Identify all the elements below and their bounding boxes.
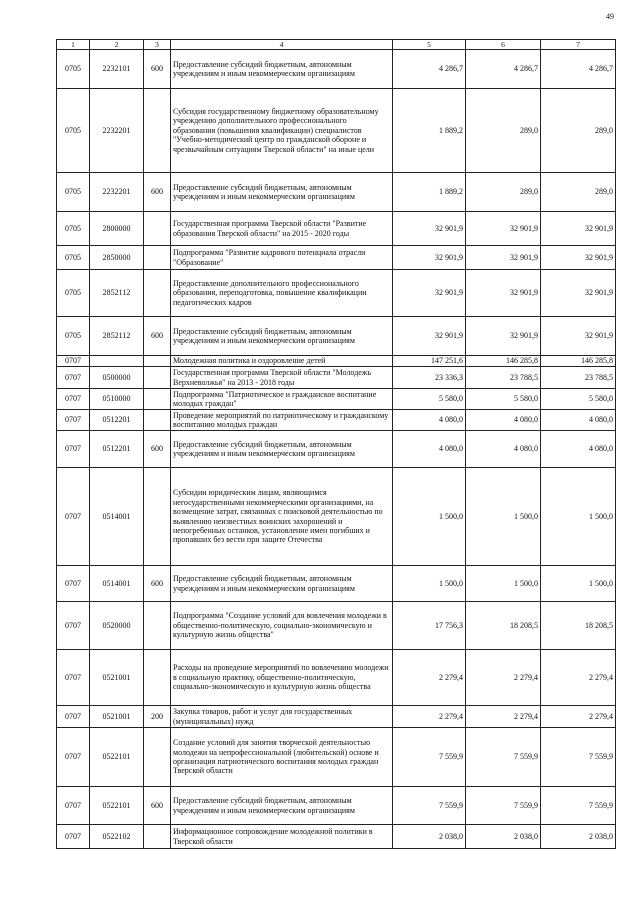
- amount-col5-cell: 1 889,2: [393, 173, 466, 212]
- amount-col6-cell: 289,0: [466, 173, 541, 212]
- expense-type-cell: [144, 246, 171, 270]
- column-header: 5: [393, 40, 466, 50]
- item-name-cell: Подпрограмма "Развитие кадрового потенциала отрасли "Образование": [171, 246, 393, 270]
- column-header: 3: [144, 40, 171, 50]
- section-code-cell: 0707: [57, 787, 90, 825]
- article-code-cell: 2800000: [90, 212, 144, 246]
- article-code-cell: 0514001: [90, 468, 144, 566]
- expense-type-cell: [144, 356, 171, 367]
- amount-col7-cell: 2 279,4: [541, 706, 616, 728]
- table-row: [57, 317, 616, 356]
- amount-col5-cell: 1 500,0: [393, 468, 466, 566]
- expense-type-cell: [144, 468, 171, 566]
- item-name-cell: Субсидии юридическим лицам, являющимся негосударственными некоммерческими организациями, на возмещение затрат, связанных с поисковой деятельностью по выявлению неизвестных воинских захоронений и непогребенных останков, установление имен погибших и пропавших без вести при защите Отечества: [171, 468, 393, 566]
- table-row: [57, 728, 616, 787]
- section-code-cell: 0707: [57, 367, 90, 389]
- amount-col6-cell: 146 285,8: [466, 356, 541, 367]
- table-row: [57, 389, 616, 410]
- article-code-cell: [90, 356, 144, 367]
- amount-col7-cell: 18 208,5: [541, 602, 616, 650]
- amount-col6-cell: 18 208,5: [466, 602, 541, 650]
- item-name-cell: Предоставление субсидий бюджетным, автономным учреждениям и иным некоммерческим организациям: [171, 566, 393, 602]
- expense-type-cell: 600: [144, 50, 171, 89]
- article-code-cell: 0522101: [90, 728, 144, 787]
- table-row: [57, 566, 616, 602]
- expense-type-cell: [144, 270, 171, 317]
- amount-col6-cell: 4 080,0: [466, 431, 541, 468]
- amount-col5-cell: 17 756,3: [393, 602, 466, 650]
- expense-type-cell: [144, 602, 171, 650]
- expense-type-cell: 600: [144, 431, 171, 468]
- article-code-cell: 0510000: [90, 389, 144, 410]
- amount-col6-cell: 32 901,9: [466, 317, 541, 356]
- amount-col7-cell: 4 080,0: [541, 410, 616, 431]
- amount-col6-cell: 1 500,0: [466, 566, 541, 602]
- amount-col6-cell: 1 500,0: [466, 468, 541, 566]
- amount-col6-cell: 32 901,9: [466, 270, 541, 317]
- amount-col5-cell: 2 279,4: [393, 650, 466, 706]
- expense-type-cell: 600: [144, 787, 171, 825]
- expense-type-cell: 200: [144, 706, 171, 728]
- column-header: 6: [466, 40, 541, 50]
- article-code-cell: 0522102: [90, 825, 144, 849]
- column-header: 1: [57, 40, 90, 50]
- item-name-cell: Расходы на проведение мероприятий по вовлечению молодежи в социальную практику, общественно-политическую, социально-экономическую и культурную жизнь общества: [171, 650, 393, 706]
- expense-type-cell: 600: [144, 566, 171, 602]
- table-row: [57, 706, 616, 728]
- section-code-cell: 0707: [57, 431, 90, 468]
- expense-type-cell: 600: [144, 317, 171, 356]
- table-row: [57, 367, 616, 389]
- item-name-cell: Субсидия государственному бюджетному образовательному учреждению дополнительного профессионального образования (повышения квалификации) специалистов "Учебно-методический центр по гражданской обороне и чрезвычайным ситуациям Тверской области" на иные цели: [171, 89, 393, 173]
- item-name-cell: Молодежная политика и оздоровление детей: [171, 356, 393, 367]
- amount-col7-cell: 2 279,4: [541, 650, 616, 706]
- item-name-cell: Государственная программа Тверской области "Развитие образования Тверской области" на 2015 - 2020 годы: [171, 212, 393, 246]
- item-name-cell: Предоставление субсидий бюджетным, автономным учреждениям и иным некоммерческим организациям: [171, 317, 393, 356]
- amount-col6-cell: 289,0: [466, 89, 541, 173]
- amount-col5-cell: 5 580,0: [393, 389, 466, 410]
- table-row: [57, 468, 616, 566]
- column-header: 2: [90, 40, 144, 50]
- item-name-cell: Проведение мероприятий по патриотическому и гражданскому воспитанию молодых граждан: [171, 410, 393, 431]
- amount-col6-cell: 7 559,9: [466, 728, 541, 787]
- item-name-cell: Предоставление субсидий бюджетным, автономным учреждениям и иным некоммерческим организациям: [171, 787, 393, 825]
- amount-col7-cell: 1 500,0: [541, 566, 616, 602]
- item-name-cell: Создание условий для занятия творческой деятельностью молодежи на непрофессиональной (любительской) основе и организация патриотического воспитания молодых граждан Тверской области: [171, 728, 393, 787]
- section-code-cell: 0705: [57, 317, 90, 356]
- section-code-cell: 0707: [57, 389, 90, 410]
- amount-col6-cell: 2 279,4: [466, 650, 541, 706]
- item-name-cell: Предоставление субсидий бюджетным, автономным учреждениям и иным некоммерческим организациям: [171, 173, 393, 212]
- amount-col7-cell: 4 286,7: [541, 50, 616, 89]
- article-code-cell: 2232101: [90, 50, 144, 89]
- article-code-cell: 0512201: [90, 410, 144, 431]
- amount-col7-cell: 32 901,9: [541, 317, 616, 356]
- section-code-cell: 0707: [57, 650, 90, 706]
- table-row: [57, 602, 616, 650]
- amount-col5-cell: 32 901,9: [393, 317, 466, 356]
- article-code-cell: 0521001: [90, 650, 144, 706]
- article-code-cell: 2232201: [90, 173, 144, 212]
- article-code-cell: 2852112: [90, 317, 144, 356]
- section-code-cell: 0705: [57, 50, 90, 89]
- amount-col7-cell: 32 901,9: [541, 270, 616, 317]
- expense-type-cell: 600: [144, 173, 171, 212]
- table-row: [57, 356, 616, 367]
- amount-col7-cell: 32 901,9: [541, 246, 616, 270]
- amount-col6-cell: 4 286,7: [466, 50, 541, 89]
- table-row: [57, 173, 616, 212]
- table-row: [57, 650, 616, 706]
- amount-col7-cell: 5 580,0: [541, 389, 616, 410]
- amount-col6-cell: 2 279,4: [466, 706, 541, 728]
- column-number-row: [57, 40, 616, 50]
- item-name-cell: Предоставление субсидий бюджетным, автономным учреждениям и иным некоммерческим организациям: [171, 50, 393, 89]
- amount-col5-cell: 2 038,0: [393, 825, 466, 849]
- amount-col5-cell: 4 286,7: [393, 50, 466, 89]
- expense-type-cell: [144, 389, 171, 410]
- amount-col5-cell: 7 559,9: [393, 728, 466, 787]
- amount-col6-cell: 7 559,9: [466, 787, 541, 825]
- item-name-cell: Подпрограмма "Создание условий для вовлечения молодежи в общественно-политическую, социально-экономическую и культурную жизнь общества": [171, 602, 393, 650]
- amount-col5-cell: 147 251,6: [393, 356, 466, 367]
- amount-col5-cell: 2 279,4: [393, 706, 466, 728]
- amount-col5-cell: 1 500,0: [393, 566, 466, 602]
- section-code-cell: 0705: [57, 89, 90, 173]
- amount-col5-cell: 4 080,0: [393, 431, 466, 468]
- amount-col7-cell: 7 559,9: [541, 728, 616, 787]
- item-name-cell: Информационное сопровождение молодежной политики в Тверской области: [171, 825, 393, 849]
- item-name-cell: Предоставление субсидий бюджетным, автономным учреждениям и иным некоммерческим организациям: [171, 431, 393, 468]
- table-row: [57, 212, 616, 246]
- section-code-cell: 0705: [57, 212, 90, 246]
- budget-table: [56, 39, 616, 849]
- article-code-cell: 0500000: [90, 367, 144, 389]
- amount-col7-cell: 32 901,9: [541, 212, 616, 246]
- amount-col5-cell: 4 080,0: [393, 410, 466, 431]
- expense-type-cell: [144, 825, 171, 849]
- amount-col6-cell: 32 901,9: [466, 246, 541, 270]
- expense-type-cell: [144, 212, 171, 246]
- amount-col7-cell: 23 788,5: [541, 367, 616, 389]
- expense-type-cell: [144, 410, 171, 431]
- table-row: [57, 787, 616, 825]
- expense-type-cell: [144, 89, 171, 173]
- expense-type-cell: [144, 728, 171, 787]
- section-code-cell: 0707: [57, 356, 90, 367]
- amount-col7-cell: 146 285,8: [541, 356, 616, 367]
- amount-col7-cell: 7 559,9: [541, 787, 616, 825]
- amount-col7-cell: 1 500,0: [541, 468, 616, 566]
- item-name-cell: Предоставление дополнительного профессионального образования, переподготовка, повышение квалификации педагогических кадров: [171, 270, 393, 317]
- amount-col5-cell: 32 901,9: [393, 270, 466, 317]
- article-code-cell: 2852112: [90, 270, 144, 317]
- section-code-cell: 0707: [57, 706, 90, 728]
- amount-col7-cell: 289,0: [541, 89, 616, 173]
- item-name-cell: Закупка товаров, работ и услуг для государственных (муниципальных) нужд: [171, 706, 393, 728]
- expense-type-cell: [144, 367, 171, 389]
- table-row: [57, 410, 616, 431]
- article-code-cell: 2232201: [90, 89, 144, 173]
- section-code-cell: 0707: [57, 566, 90, 602]
- item-name-cell: Государственная программа Тверской области "Молодежь Верхневолжья" на 2013 - 2018 годы: [171, 367, 393, 389]
- page-number: 49: [606, 12, 614, 21]
- amount-col5-cell: 32 901,9: [393, 212, 466, 246]
- amount-col6-cell: 23 788,5: [466, 367, 541, 389]
- section-code-cell: 0707: [57, 468, 90, 566]
- column-header: 7: [541, 40, 616, 50]
- amount-col7-cell: 2 038,0: [541, 825, 616, 849]
- article-code-cell: 0522101: [90, 787, 144, 825]
- amount-col5-cell: 32 901,9: [393, 246, 466, 270]
- amount-col6-cell: 5 580,0: [466, 389, 541, 410]
- table-row: [57, 431, 616, 468]
- amount-col7-cell: 4 080,0: [541, 431, 616, 468]
- table-row: [57, 50, 616, 89]
- section-code-cell: 0705: [57, 173, 90, 212]
- section-code-cell: 0705: [57, 246, 90, 270]
- amount-col5-cell: 23 336,3: [393, 367, 466, 389]
- amount-col6-cell: 2 038,0: [466, 825, 541, 849]
- section-code-cell: 0707: [57, 602, 90, 650]
- table-row: [57, 270, 616, 317]
- article-code-cell: 0512201: [90, 431, 144, 468]
- column-header: 4: [171, 40, 393, 50]
- table-row: [57, 246, 616, 270]
- table-row: [57, 825, 616, 849]
- article-code-cell: 2850000: [90, 246, 144, 270]
- article-code-cell: 0521001: [90, 706, 144, 728]
- amount-col5-cell: 7 559,9: [393, 787, 466, 825]
- section-code-cell: 0705: [57, 270, 90, 317]
- article-code-cell: 0514001: [90, 566, 144, 602]
- amount-col6-cell: 32 901,9: [466, 212, 541, 246]
- amount-col7-cell: 289,0: [541, 173, 616, 212]
- section-code-cell: 0707: [57, 728, 90, 787]
- item-name-cell: Подпрограмма "Патриотическое и гражданское воспитание молодых граждан": [171, 389, 393, 410]
- table-row: [57, 89, 616, 173]
- section-code-cell: 0707: [57, 410, 90, 431]
- section-code-cell: 0707: [57, 825, 90, 849]
- expense-type-cell: [144, 650, 171, 706]
- article-code-cell: 0520000: [90, 602, 144, 650]
- amount-col5-cell: 1 889,2: [393, 89, 466, 173]
- amount-col6-cell: 4 080,0: [466, 410, 541, 431]
